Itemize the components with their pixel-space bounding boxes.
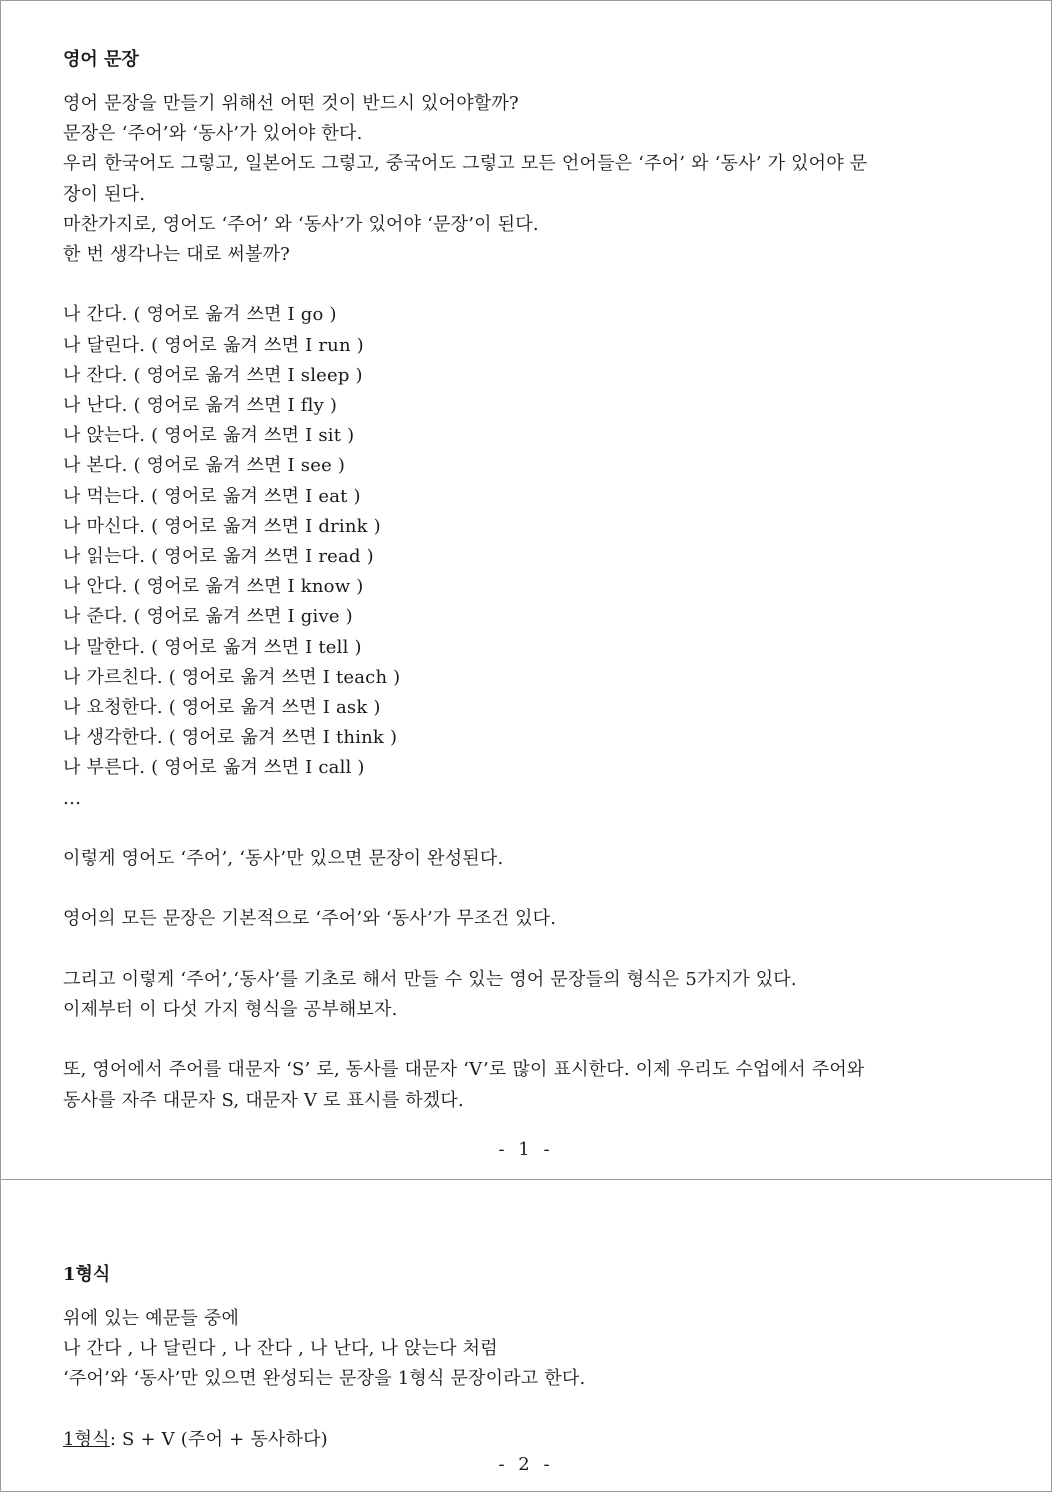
page-2-content — [63, 1260, 991, 1455]
intro-line: 장이 된다. — [63, 183, 146, 205]
paragraph: 동사를 자주 대문자 S, 대문자 V 로 표시를 하겠다. — [63, 1089, 464, 1111]
intro-line: 영어 문장을 만들기 위해선 어떤 것이 반드시 있어야할까? — [63, 93, 519, 114]
paragraph: 이렇게 영어도 ‘주어’, ‘동사’만 있으면 문장이 완성된다. — [63, 848, 504, 870]
example-sentence: 나 가르친다. ( 영어로 옮겨 쓰면 I teach ) — [63, 666, 401, 688]
page-number: - 1 - — [498, 1139, 554, 1160]
example-sentence: 나 부른다. ( 영어로 옮겨 쓰면 I call ) — [63, 757, 365, 779]
example-sentence: 나 준다. ( 영어로 옮겨 쓰면 I give ) — [63, 606, 353, 628]
example-sentence: 나 안다. ( 영어로 옮겨 쓰면 I know ) — [63, 576, 364, 598]
paragraph: 이제부터 이 다섯 가지 형식을 공부해보자. — [63, 999, 398, 1021]
example-sentence: 나 잔다. ( 영어로 옮겨 쓰면 I sleep ) — [63, 364, 363, 386]
formula-label: 1형식 — [63, 1428, 110, 1450]
document-page-2 — [0, 1179, 1052, 1492]
example-sentence: 나 말한다. ( 영어로 옮겨 쓰면 I tell ) — [63, 636, 362, 658]
example-sentence: 나 난다. ( 영어로 옮겨 쓰면 I fly ) — [63, 395, 338, 417]
example-sentence: 나 앉는다. ( 영어로 옮겨 쓰면 I sit ) — [63, 425, 355, 447]
example-sentence: 나 마신다. ( 영어로 옮겨 쓰면 I drink ) — [63, 515, 381, 537]
formula-text: : S + V (주어 + 동사하다) — [109, 1428, 328, 1450]
paragraph: 그리고 이렇게 ‘주어’,‘동사’를 기초로 해서 만들 수 있는 영어 문장들의 형식은 5가지가 있다. — [63, 968, 797, 990]
paragraph: 또, 영어에서 주어를 대문자 ‘S’ 로, 동사를 대문자 ‘V’로 많이 표시한다. 이제 우리도 수업에서 주어와 — [63, 1059, 865, 1081]
example-sentence: 나 본다. ( 영어로 옮겨 쓰면 I see ) — [63, 455, 346, 477]
paragraph: 영어의 모든 문장은 기본적으로 ‘주어’와 ‘동사’가 무조건 있다. — [63, 908, 557, 930]
ellipsis: … — [63, 787, 82, 809]
intro-line: 우리 한국어도 그렇고, 일본어도 그렇고, 중국어도 그렇고 모든 언어들은 ‘주어’ 와 ‘동사’ 가 있어야 문 — [63, 153, 868, 175]
example-sentence: 나 먹는다. ( 영어로 옮겨 쓰면 I eat ) — [63, 485, 361, 507]
page-1-content — [63, 45, 991, 1116]
example-sentence: 나 간다. ( 영어로 옮겨 쓰면 I go ) — [63, 304, 337, 326]
body-line: 위에 있는 예문들 중에 — [63, 1308, 240, 1329]
section-title: 1형식 — [63, 1264, 111, 1285]
example-sentence: 나 요청한다. ( 영어로 옮겨 쓰면 I ask ) — [63, 697, 381, 719]
section-title: 영어 문장 — [63, 49, 139, 70]
example-sentence: 나 읽는다. ( 영어로 옮겨 쓰면 I read ) — [63, 546, 374, 568]
intro-line: 문장은 ‘주어’와 ‘동사’가 있어야 한다. — [63, 123, 363, 145]
intro-line: 한 번 생각나는 대로 써볼까? — [63, 244, 291, 266]
example-sentence: 나 달린다. ( 영어로 옮겨 쓰면 I run ) — [63, 334, 364, 356]
body-line: ‘주어’와 ‘동사’만 있으면 완성되는 문장을 1형식 문장이라고 한다. — [63, 1368, 586, 1390]
formula-line — [63, 1425, 991, 1455]
body-line: 나 간다 , 나 달린다 , 나 잔다 , 나 난다, 나 앉는다 처럼 — [63, 1338, 498, 1360]
intro-line: 마찬가지로, 영어도 ‘주어’ 와 ‘동사’가 있어야 ‘문장’이 된다. — [63, 213, 539, 235]
page-number: - 2 - — [498, 1454, 554, 1475]
example-sentence: 나 생각한다. ( 영어로 옮겨 쓰면 I think ) — [63, 727, 398, 749]
